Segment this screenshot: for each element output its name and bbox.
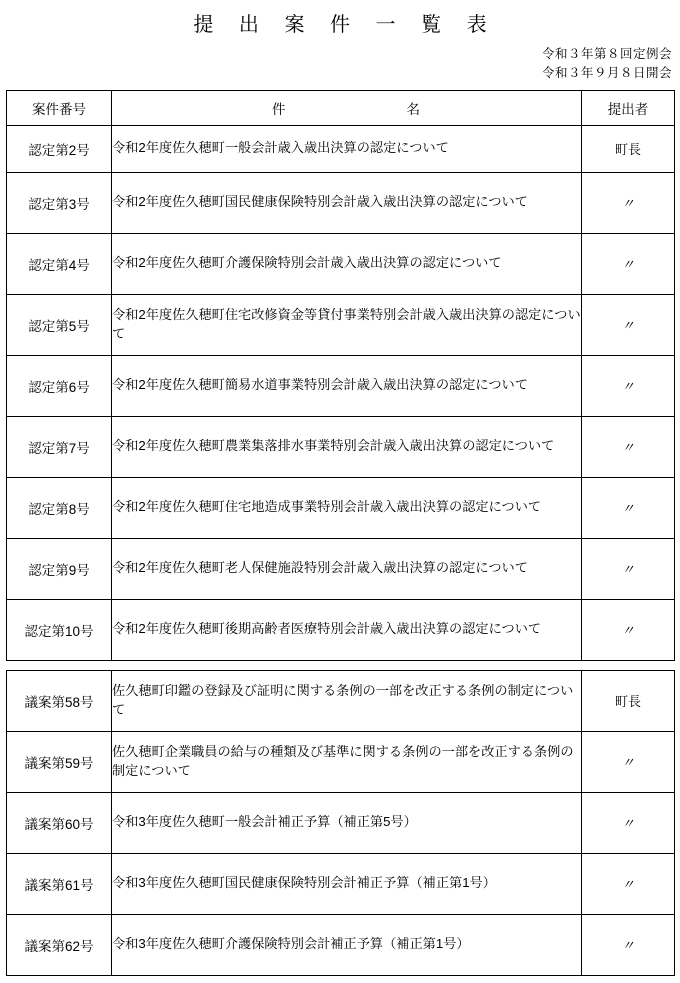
cell-proposer: 町長 — [582, 670, 675, 731]
cell-case-name: 令和2年度佐久穂町簡易水道事業特別会計歳入歳出決算の認定について — [112, 355, 582, 416]
cell-case-number: 認定第10号 — [7, 599, 112, 660]
table-row — [7, 670, 675, 731]
header-case-number: 案件番号 — [7, 90, 112, 125]
cell-proposer: 〃 — [582, 599, 675, 660]
header-case-name-right: 名 — [406, 101, 421, 117]
table-row — [7, 853, 675, 914]
cell-case-number: 認定第5号 — [7, 294, 112, 355]
table-row — [7, 172, 675, 233]
table-row — [7, 294, 675, 355]
cell-proposer: 〃 — [582, 355, 675, 416]
table-header-row — [7, 90, 675, 125]
table-row — [7, 125, 675, 172]
cell-case-name: 佐久穂町印鑑の登録及び証明に関する条例の一部を改正する条例の制定について — [112, 670, 582, 731]
cell-case-name: 令和2年度佐久穂町住宅改修資金等貸付事業特別会計歳入歳出決算の認定について — [112, 294, 582, 355]
header-proposer: 提出者 — [582, 90, 675, 125]
page-title: 提 出 案 件 一 覧 表 — [193, 14, 497, 36]
cell-case-name: 令和2年度佐久穂町国民健康保険特別会計歳入歳出決算の認定について — [112, 172, 582, 233]
header-case-name — [112, 90, 582, 125]
table-row — [7, 914, 675, 975]
table-row — [7, 731, 675, 792]
cell-proposer: 町長 — [582, 125, 675, 172]
cell-proposer: 〃 — [582, 416, 675, 477]
cell-case-number: 議案第61号 — [7, 853, 112, 914]
cell-case-number: 認定第4号 — [7, 233, 112, 294]
table-body-section-1 — [7, 125, 675, 660]
cell-case-number: 議案第60号 — [7, 792, 112, 853]
table-row — [7, 355, 675, 416]
table-body-section-2 — [7, 670, 675, 975]
cell-proposer: 〃 — [582, 731, 675, 792]
table-row — [7, 538, 675, 599]
table-row — [7, 599, 675, 660]
cell-case-name: 令和2年度佐久穂町農業集落排水事業特別会計歳入歳出決算の認定について — [112, 416, 582, 477]
cell-proposer: 〃 — [582, 477, 675, 538]
meta-date: 令和３年９月８日開会 — [541, 66, 672, 81]
cell-proposer: 〃 — [582, 294, 675, 355]
agenda-table-section-1 — [6, 90, 675, 661]
cell-proposer: 〃 — [582, 792, 675, 853]
cell-proposer: 〃 — [582, 538, 675, 599]
cell-case-number: 認定第7号 — [7, 416, 112, 477]
cell-proposer: 〃 — [582, 233, 675, 294]
cell-case-name: 令和3年度佐久穂町介護保険特別会計補正予算（補正第1号） — [112, 914, 582, 975]
cell-case-name: 令和2年度佐久穂町一般会計歳入歳出決算の認定について — [112, 125, 582, 172]
meta-session: 令和３年第８回定例会 — [541, 47, 672, 61]
cell-case-number: 認定第3号 — [7, 172, 112, 233]
cell-proposer: 〃 — [582, 853, 675, 914]
document-meta — [0, 45, 680, 84]
cell-case-name: 令和2年度佐久穂町住宅地造成事業特別会計歳入歳出決算の認定について — [112, 477, 582, 538]
cell-case-name: 佐久穂町企業職員の給与の種類及び基準に関する条例の一部を改正する条例の制定について — [112, 731, 582, 792]
cell-case-number: 議案第59号 — [7, 731, 112, 792]
cell-proposer: 〃 — [582, 172, 675, 233]
cell-case-number: 認定第9号 — [7, 538, 112, 599]
agenda-table-section-2 — [6, 670, 675, 976]
cell-case-name: 令和2年度佐久穂町後期高齢者医療特別会計歳入歳出決算の認定について — [112, 599, 582, 660]
cell-case-name: 令和3年度佐久穂町国民健康保険特別会計補正予算（補正第1号） — [112, 853, 582, 914]
cell-proposer: 〃 — [582, 914, 675, 975]
cell-case-name: 令和3年度佐久穂町一般会計補正予算（補正第5号） — [112, 792, 582, 853]
cell-case-number: 認定第8号 — [7, 477, 112, 538]
cell-case-name: 令和2年度佐久穂町老人保健施設特別会計歳入歳出決算の認定について — [112, 538, 582, 599]
cell-case-name: 令和2年度佐久穂町介護保険特別会計歳入歳出決算の認定について — [112, 233, 582, 294]
table-row — [7, 792, 675, 853]
cell-case-number: 認定第6号 — [7, 355, 112, 416]
header-case-name-left: 件 — [272, 101, 287, 117]
table-row — [7, 477, 675, 538]
table-row — [7, 233, 675, 294]
cell-case-number: 議案第62号 — [7, 914, 112, 975]
table-row — [7, 416, 675, 477]
cell-case-number: 議案第58号 — [7, 670, 112, 731]
cell-case-number: 認定第2号 — [7, 125, 112, 172]
